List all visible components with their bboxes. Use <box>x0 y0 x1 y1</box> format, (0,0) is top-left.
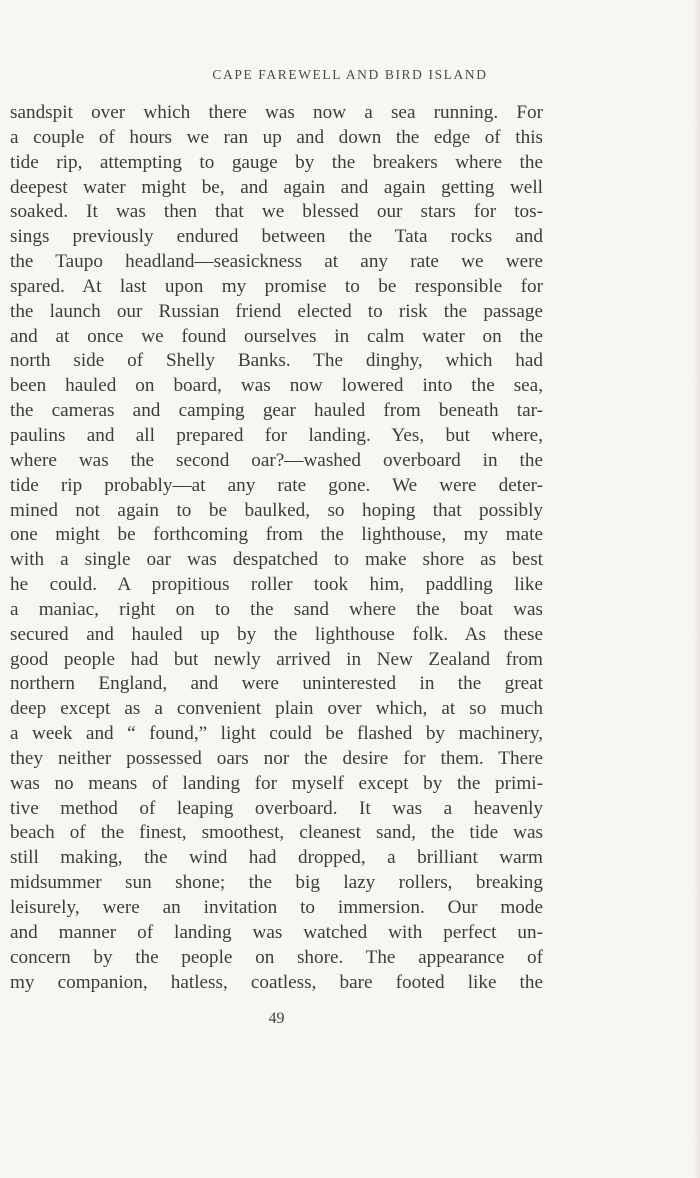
running-header: CAPE FAREWELL AND BIRD ISLAND <box>212 67 488 82</box>
text-line: my companion, hatless, coatless, bare footed like the <box>10 971 543 993</box>
page-edge-shadow <box>694 0 700 1178</box>
text-line: he could. A propitious roller took him, paddling like <box>10 574 543 596</box>
text-line: concern by the people on shore. The appearance of <box>10 946 543 968</box>
text-line: north side of Shelly Banks. The dinghy, which had <box>10 350 543 372</box>
text-line: was no means of landing for myself except by the primi- <box>10 772 543 794</box>
text-line: good people had but newly arrived in New Zealand from <box>10 648 543 670</box>
text-line: spared. At last upon my promise to be responsible for <box>10 275 543 297</box>
text-line: one might be forthcoming from the lighthouse, my mate <box>10 524 543 546</box>
text-line: tive method of leaping overboard. It was a heavenly <box>10 797 543 819</box>
text-line: the launch our Russian friend elected to risk the passage <box>10 300 543 322</box>
text-line: soaked. It was then that we blessed our stars for tos- <box>10 201 543 223</box>
text-line: they neither possessed oars nor the desire for them. There <box>10 747 543 769</box>
text-line: midsummer sun shone; the big lazy rollers, breaking <box>10 872 543 894</box>
text-line: and manner of landing was watched with perfect un- <box>10 921 543 943</box>
text-line: a week and “ found,” light could be flashed by machinery, <box>10 723 543 745</box>
text-line: secured and hauled up by the lighthouse folk. As these <box>10 623 543 645</box>
text-line: mined not again to be baulked, so hoping that possibly <box>10 499 543 521</box>
body-text <box>10 101 543 995</box>
text-line: where was the second oar?—washed overboard in the <box>10 449 543 471</box>
text-line: northern England, and were uninterested in the great <box>10 673 543 695</box>
text-line: leisurely, were an invitation to immersion. Our mode <box>10 897 543 918</box>
text-line: tide rip, attempting to gauge by the breakers where the <box>10 151 543 173</box>
text-line: with a single oar was despatched to make shore as best <box>10 549 543 571</box>
text-line: deepest water might be, and again and again getting well <box>10 176 543 198</box>
text-line: tide rip probably—at any rate gone. We were deter- <box>10 474 543 496</box>
text-line: and at once we found ourselves in calm water on the <box>10 325 543 347</box>
text-line: sings previously endured between the Tata rocks and <box>10 226 543 248</box>
text-line: a couple of hours we ran up and down the edge of this <box>10 126 543 148</box>
text-line: still making, the wind had dropped, a brilliant warm <box>10 847 543 869</box>
text-line: sandspit over which there was now a sea running. For <box>10 102 543 123</box>
text-line: paulins and all prepared for landing. Yes, but where, <box>10 424 543 446</box>
page-number: 49 <box>268 1010 285 1027</box>
text-line: deep except as a convenient plain over which, at so much <box>10 698 543 720</box>
text-line: the Taupo headland—seasickness at any rate we were <box>10 251 543 273</box>
text-line: been hauled on board, was now lowered into the sea, <box>10 375 543 397</box>
text-line: the cameras and camping gear hauled from beneath tar- <box>10 400 543 422</box>
text-line: beach of the finest, smoothest, cleanest sand, the tide was <box>10 822 543 844</box>
text-line: a maniac, right on to the sand where the boat was <box>10 598 543 620</box>
